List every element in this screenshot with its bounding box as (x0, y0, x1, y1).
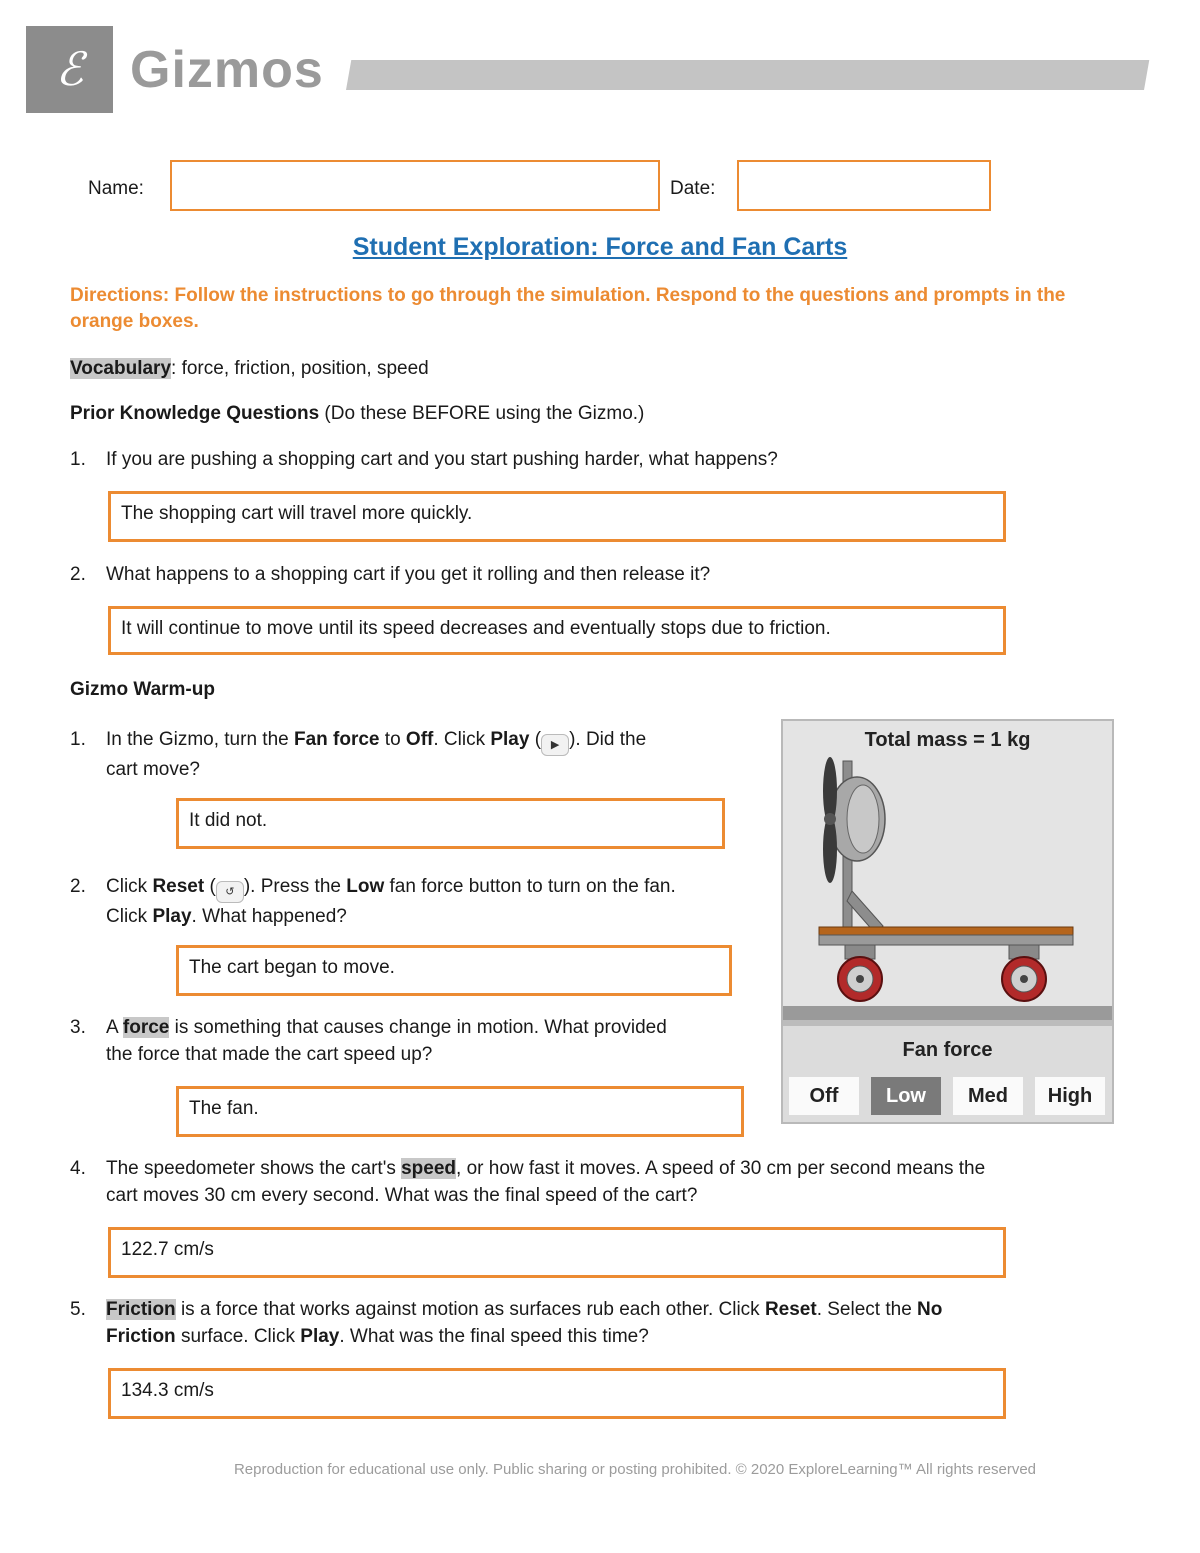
name-field[interactable] (170, 160, 660, 211)
prior-knowledge-heading: Prior Knowledge Questions (Do these BEFORE using the Gizmo.) (70, 403, 645, 424)
copyright-footer: Reproduction for educational use only. Public sharing or posting prohibited. © 2020 ExploreLearning™ All rights reserved (233, 1461, 1037, 1478)
fan-force-label: Fan force (902, 1039, 993, 1061)
warmup-heading: Gizmo Warm-up (70, 679, 215, 700)
fan-high-button[interactable]: High (1035, 1077, 1105, 1115)
warmup-answer-1[interactable]: It did not. (176, 798, 725, 849)
fan-cart-illustration (783, 721, 1112, 1006)
play-icon: ▶ (541, 734, 569, 756)
vocabulary-label: Vocabulary (70, 358, 172, 379)
header-bar (346, 60, 1149, 90)
total-mass-label: Total mass = 1 kg (864, 729, 1031, 751)
reset-icon: ↺ (216, 881, 244, 903)
fan-off-button[interactable]: Off (789, 1077, 859, 1115)
fan-low-button[interactable]: Low (871, 1077, 941, 1115)
name-label: Name: (88, 178, 144, 199)
cart-scene (783, 721, 1112, 1006)
directions-text: Directions: Follow the instructions to go through the simulation. Respond to the questions and prompts in the orange boxes. (70, 285, 1066, 332)
warmup-answer-3[interactable]: The fan. (176, 1086, 744, 1137)
warmup-answer-2[interactable]: The cart began to move. (176, 945, 732, 996)
prior-answer-1[interactable]: The shopping cart will travel more quickly. (108, 491, 1006, 542)
gizmo-simulation (781, 719, 1114, 1124)
prior-answer-2[interactable]: It will continue to move until its speed decreases and eventually stops due to friction. (108, 606, 1006, 655)
vocabulary-terms: : force, friction, position, speed (171, 358, 429, 379)
warmup-answer-4[interactable]: 122.7 cm/s (108, 1227, 1006, 1278)
page-title: Student Exploration: Force and Fan Carts (352, 233, 848, 261)
explorelearning-logo: ℰ (26, 26, 113, 113)
track-surface (783, 1006, 1112, 1020)
gizmos-brand: Gizmos (130, 41, 324, 99)
warmup-answer-5[interactable]: 134.3 cm/s (108, 1368, 1006, 1419)
date-label: Date: (670, 178, 716, 199)
vocabulary-line (70, 355, 429, 382)
date-field[interactable] (737, 160, 991, 211)
fan-med-button[interactable]: Med (953, 1077, 1023, 1115)
track-edge (783, 1020, 1112, 1026)
